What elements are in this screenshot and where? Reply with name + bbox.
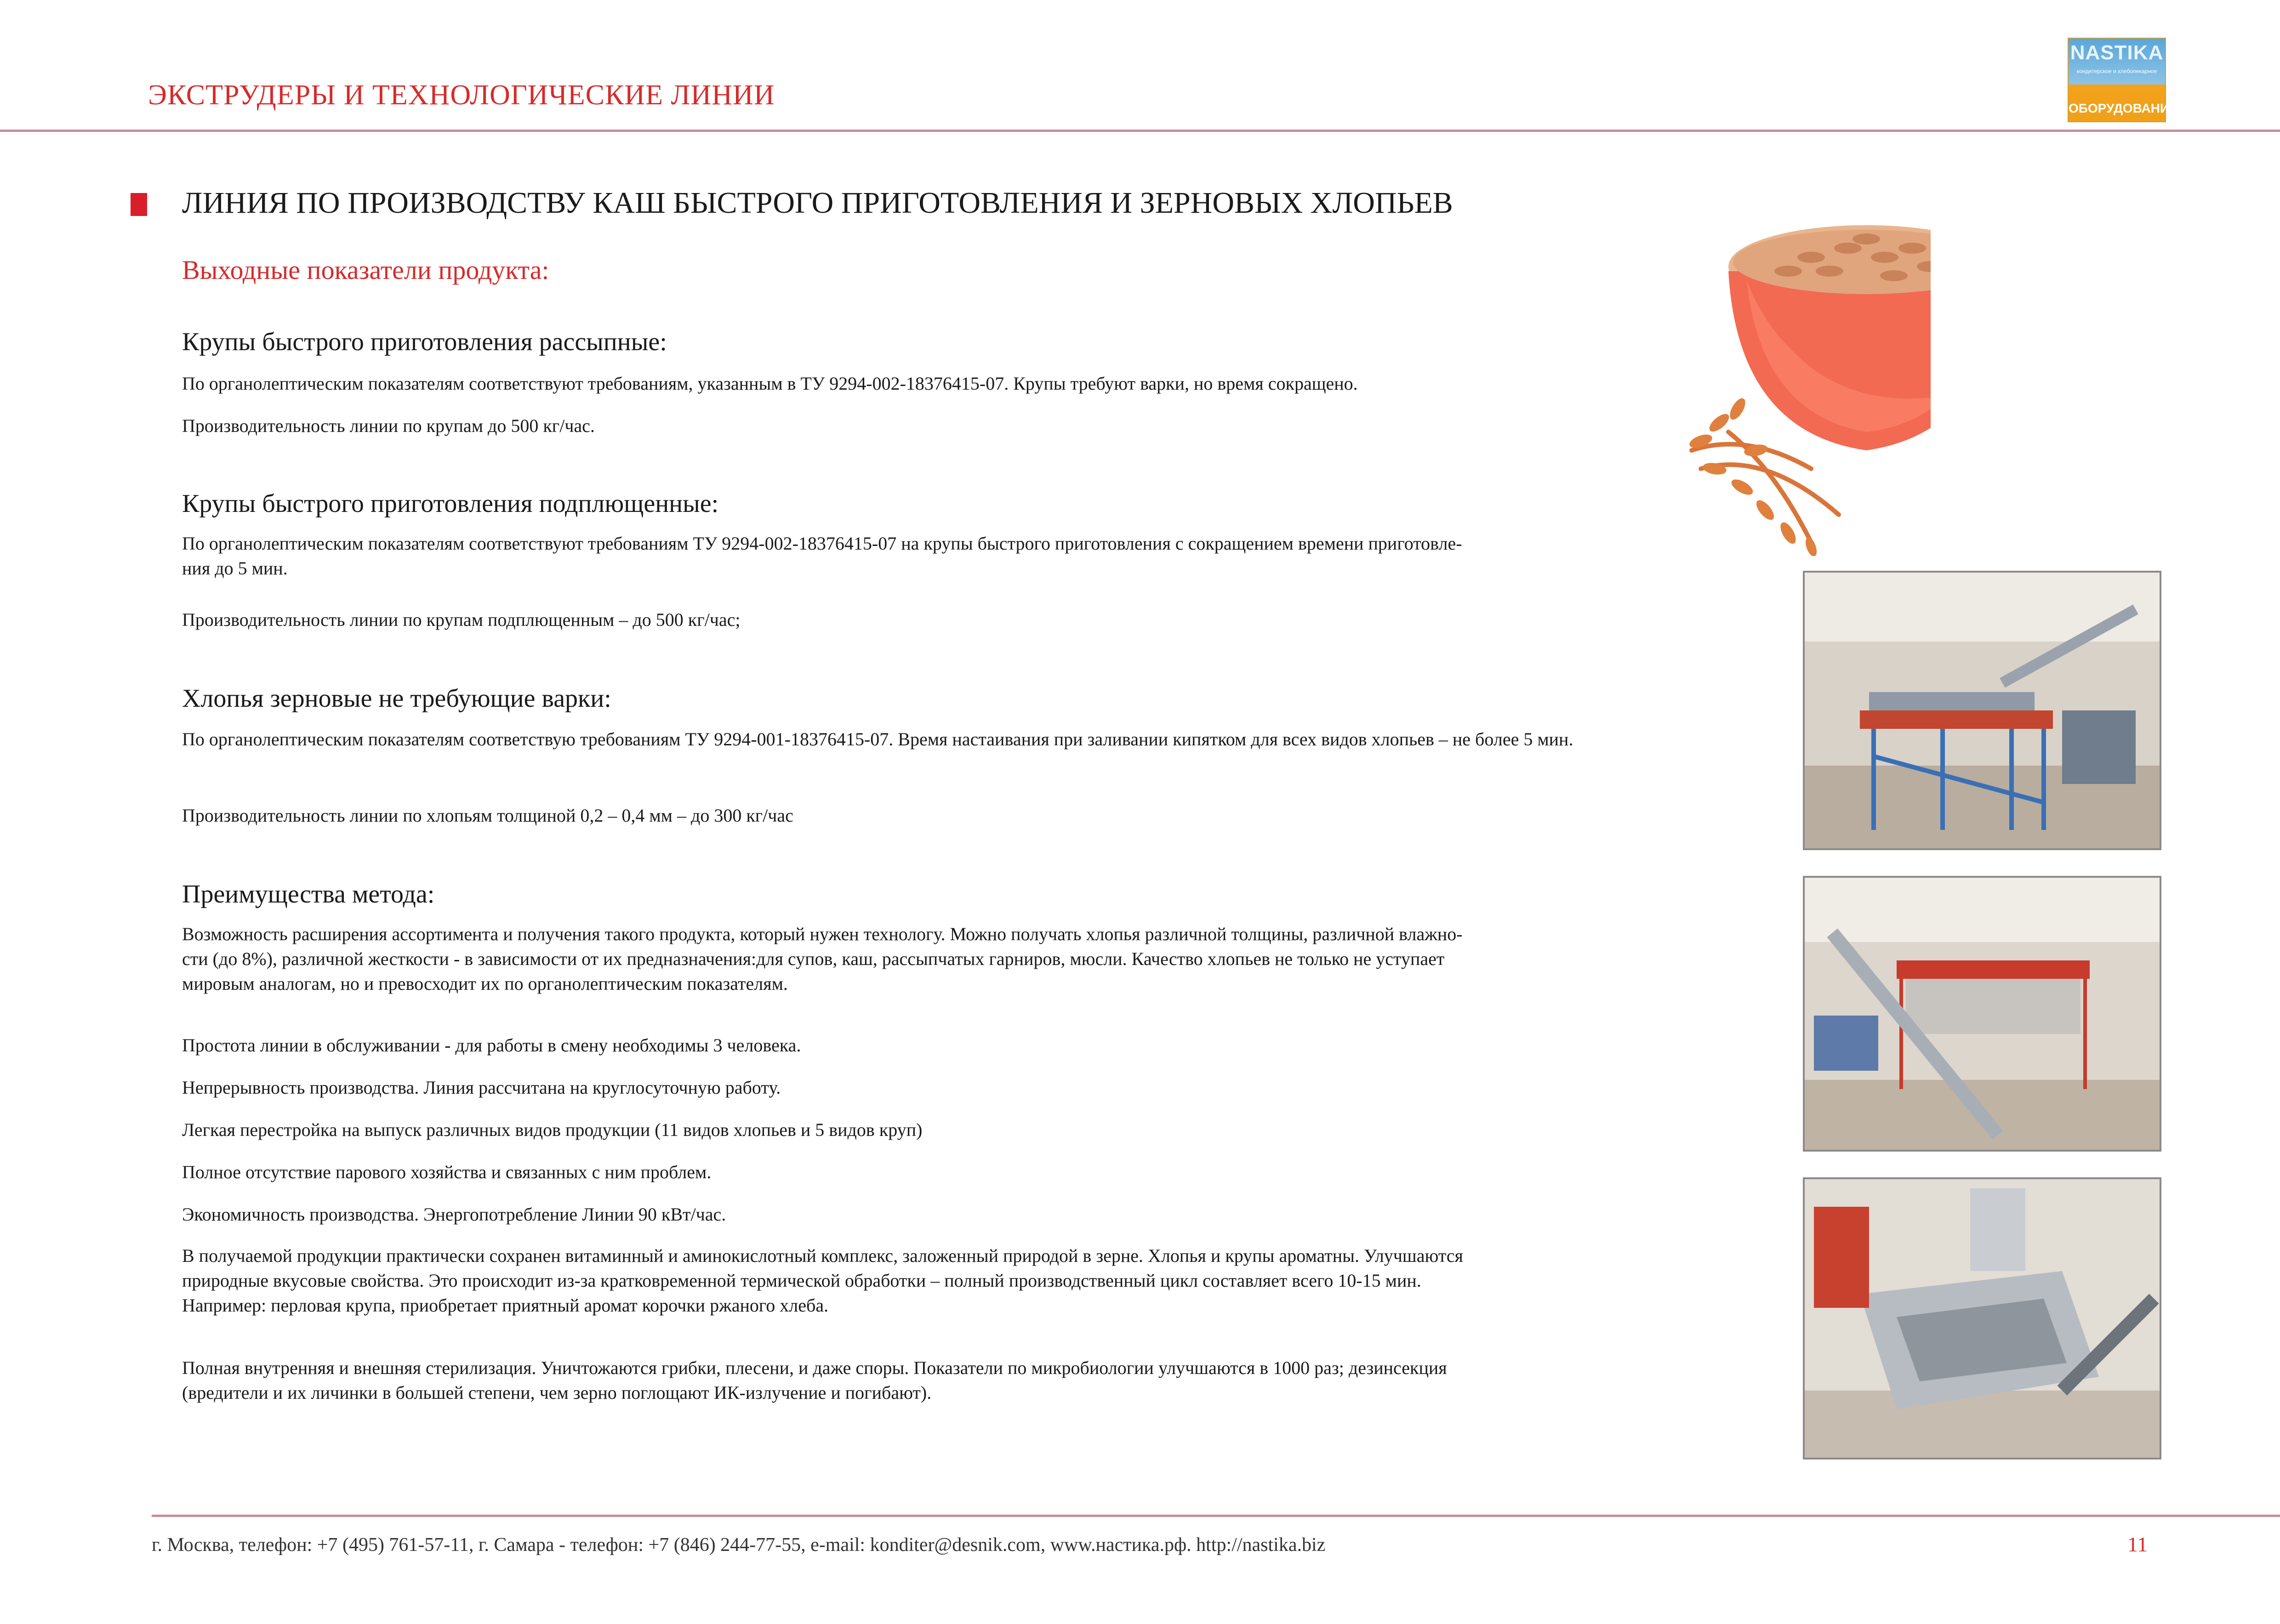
oat-flakes-bowl-image xyxy=(1673,193,1931,556)
section-marker xyxy=(131,193,147,216)
advantage-vitamins-2: природные вкусовые свойства. Это происходит из-за кратковременной термической обработки – полный производственный цикл составляет всего 10-15 мин. xyxy=(182,1270,1421,1291)
heading-grain-flakes: Хлопья зерновые не требующие варки: xyxy=(182,684,611,713)
production-line-photo-2 xyxy=(1803,876,2161,1152)
section-title: ЛИНИЯ ПО ПРОИЗВОДСТВУ КАШ БЫСТРОГО ПРИГОТОВЛЕНИЯ И ЗЕРНОВЫХ ХЛОПЬЕВ xyxy=(182,186,1453,220)
grain-flakes-capacity: Производительность линии по хлопьям толщиной 0,2 – 0,4 мм – до 300 кг/час xyxy=(182,805,793,826)
loose-groats-text: По органолептическим показателям соответствуют требованиям, указанным в ТУ 9294-002-18376415-07. Крупы требуют варки, но время сокращено. xyxy=(182,373,1358,394)
flattened-groats-text-2: ния до 5 мин. xyxy=(182,558,288,579)
advantage-assortment-1: Возможность расширения ассортимента и получения такого продукта, который нужен технологу. Можно получать хлопья различной толщины, различной влажно- xyxy=(182,924,1463,944)
page-number: 11 xyxy=(2127,1533,2148,1556)
advantage-economy: Экономичность производства. Энергопотребление Линии 90 кВт/час. xyxy=(182,1204,726,1225)
heading-flattened-groats: Крупы быстрого приготовления подплющенные: xyxy=(182,489,719,518)
advantage-assortment-2: сти (до 8%), различной жесткости - в зависимости от их предназначения:для супов, каш, рассыпчатых гарниров, мюсли. Качество хлопьев не только не уступает xyxy=(182,948,1445,969)
advantage-assortment-3: мировым аналогам, но и превосходит их по органолептическим показателям. xyxy=(182,973,788,994)
heading-advantages: Преимущества метода: xyxy=(182,880,435,909)
advantage-changeover: Легкая перестройка на выпуск различных видов продукции (11 видов хлопьев и 5 видов круп) xyxy=(182,1119,923,1140)
header-divider xyxy=(0,130,2280,132)
logo-subtitle: ОБОРУДОВАНИЕ xyxy=(2069,101,2178,115)
nastika-logo xyxy=(2068,38,2178,122)
grain-flakes-text: По органолептическим показателям соответствую требованиям ТУ 9294-001-18376415-07. Время настаивания при заливании кипятком для всех видов хлопьев – не более 5 мин. xyxy=(182,729,1573,750)
advantage-no-steam: Полное отсутствие парового хозяйства и связанных с ним проблем. xyxy=(182,1162,712,1182)
section-subtitle: Выходные показатели продукта: xyxy=(182,255,549,285)
footer-divider xyxy=(152,1515,2280,1517)
loose-groats-capacity: Производительность линии по крупам до 500 кг/час. xyxy=(182,415,595,436)
flattened-groats-text-1: По органолептическим показателям соответствуют требованиям ТУ 9294-002-18376415-07 на крупы быстрого приготовления с сокращением времени приготовле- xyxy=(182,533,1462,554)
advantage-simplicity: Простота линии в обслуживании - для работы в смену необходимы 3 человека. xyxy=(182,1035,801,1056)
heading-loose-groats: Крупы быстрого приготовления рассыпные: xyxy=(182,328,667,356)
advantage-sterilization-2: (вредители и их личинки в большей степени, чем зерно поглощают ИК-излучение и погибают). xyxy=(182,1382,932,1403)
logo-wordmark: NASTIKA xyxy=(2070,41,2164,64)
advantage-vitamins-3: Например: перловая крупа, приобретает приятный аромат корочки ржаного хлеба. xyxy=(182,1295,829,1316)
footer-contacts: г. Москва, телефон: +7 (495) 761-57-11, г. Самара - телефон: +7 (846) 244-77-55, e-mail: konditer@desnik.com, www.настика.рф. http://nastika.biz xyxy=(152,1534,1326,1556)
production-line-photo-3 xyxy=(1803,1177,2161,1459)
flattened-groats-capacity: Производительность линии по крупам подплющенным – до 500 кг/час; xyxy=(182,609,741,630)
advantage-vitamins-1: В получаемой продукции практически сохранен витаминный и аминокислотный комплекс, заложенный природой в зерне. Хлопья и крупы ароматны. Улучшаются xyxy=(182,1245,1463,1266)
header-title: ЭКСТРУДЕРЫ И ТЕХНОЛОГИЧЕСКИЕ ЛИНИИ xyxy=(148,79,775,111)
logo-tagline: кондитерское и хлебопекарное xyxy=(2076,68,2157,74)
advantage-continuity: Непрерывность производства. Линия рассчитана на круглосуточную работу. xyxy=(182,1077,781,1098)
advantage-sterilization-1: Полная внутренняя и внешняя стерилизация. Уничтожаются грибки, плесени, и даже споры. Показатели по микробиологии улучшаются в 1000 раз; дезинсекция xyxy=(182,1357,1447,1378)
production-line-photo-1 xyxy=(1803,571,2161,850)
